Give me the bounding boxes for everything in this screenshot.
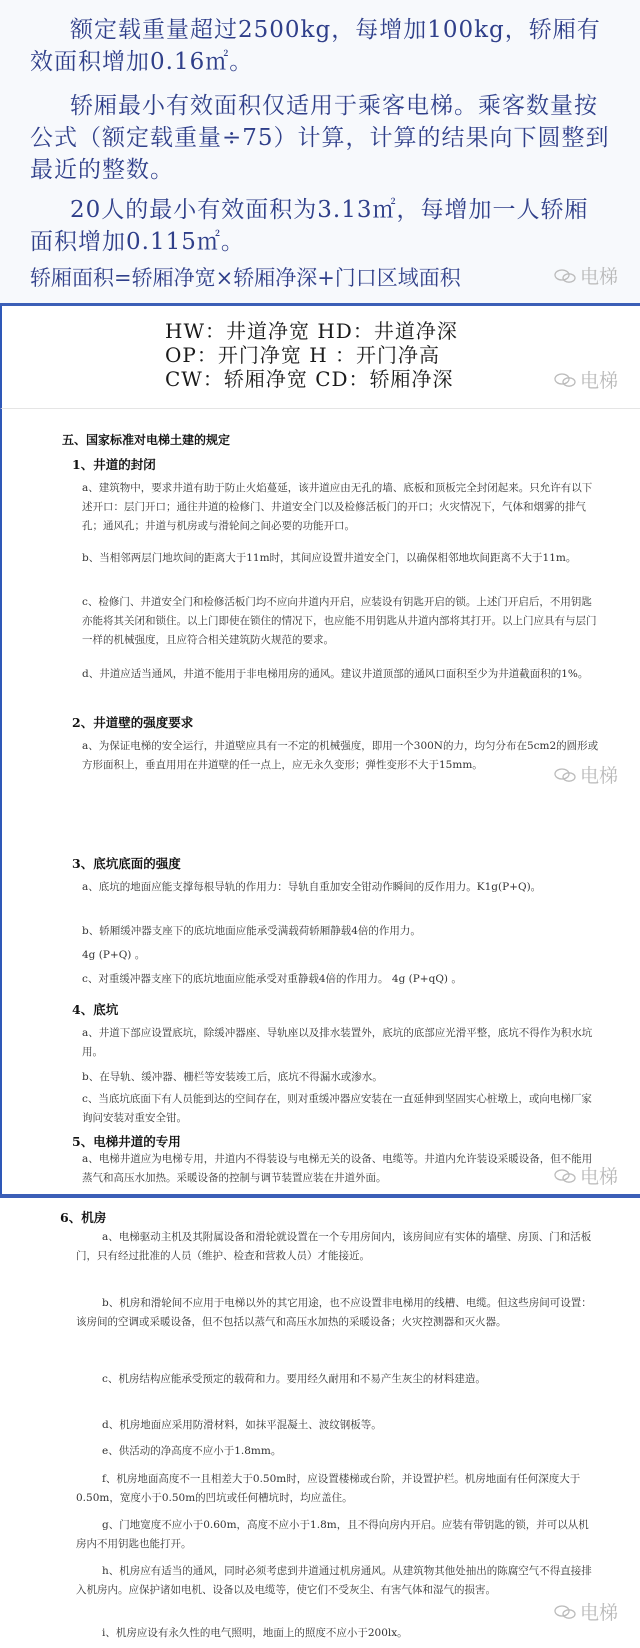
section-five-panel [0,408,640,840]
watermark [554,262,618,289]
abbreviation-panel [0,306,640,408]
passenger-car-paragraph: 轿厢最小有效面积仅适用于乘客电梯。乘客数量按公式（额定载重量÷75）计算，计算的结果向下圆整到最近的整数。 [30,93,610,183]
machine-room-item-a: a、电梯驱动主机及其附属设备和滑轮就设置在一个专用房间内，该房间应有实体的墙壁、房顶、门和活板门，只有经过批准的人员（维护、检查和营救人员）才能接近。 [76,1231,592,1262]
watermark-text: 电梯 [579,765,618,787]
pit-heading: 4、底坑 [72,1002,119,1017]
wechat-icon [554,1169,576,1183]
pit-floor-item-a: a、底坑的地面应能支撑每根导轨的作用力：导轨自重加安全钳动作瞬间的反作用力。K1g(P+Q)。 [82,881,542,893]
dedicated-shaft-item-a: a、电梯井道应为电梯专用，井道内不得装设与电梯无关的设备、电缆等。井道内允许装设采暖设备，但不能用蒸气和高压水加热。采暖设备的控制与调节装置应装在井道外面。 [82,1153,593,1184]
pit-item-c: c、当底坑底面下有人员能到达的空间存在，则对重缓冲器应安装在一直延伸到坚固实心桩墩上，或向电梯厂家询问安装对重安全钳。 [82,1093,592,1124]
car-area-text-panel [0,0,640,306]
wechat-icon [554,768,576,782]
rated-load-paragraph: 额定载重量超过2500kg，每增加100kg，轿厢有效面积增加0.16㎡。 [30,17,601,75]
pit-floor-item-b: b、轿厢缓冲器支座下的底坑地面应能承受满载荷轿厢静载4倍的作用力。 [82,925,421,937]
abbr-line-op-h: OP：开门净宽 H ：开门净高 [165,343,441,367]
watermark-text: 电梯 [579,370,618,392]
shaft-enclosure-item-c: c、检修门、井道安全门和检修活板门均不应向井道内开启，应装设有钥匙开启的锁。上述门开启后，不用钥匙亦能将其关闭和锁住。以上门即使在锁住的情况下，也应能不用钥匙从井道内部将其打开。以上门应具有与层门一样的机械强度，且应符合相关建筑防火规范的要求。 [82,596,597,646]
machine-room-item-b: b、机房和滑轮间不应用于电梯以外的其它用途，也不应设置非电梯用的线槽、电缆。但这些房间可设置：该房间的空调或采暖设备，但不包括以蒸气和高压水加热的采暖设备；火灾控测器和灭火器。 [76,1297,592,1328]
machine-room-item-i: i、机房应设有永久性的电气照明，地面上的照度不应小于200lx。 [102,1627,408,1639]
section-title: 五、国家标准对电梯土建的规定 [62,433,231,447]
watermark [554,1598,618,1625]
dedicated-shaft-heading: 5、电梯井道的专用 [72,1134,181,1149]
watermark [554,761,618,788]
watermark [554,1162,618,1189]
abbr-line-cw-cd: CW：轿厢净宽 CD：轿厢净深 [165,367,454,391]
shaft-enclosure-heading: 1、井道的封闭 [72,457,156,472]
car-area-formula: 轿厢面积=轿厢净宽×轿厢净深+门口区域面积 [30,266,461,290]
machine-room-item-f: f、机房地面高度不一且相差大于0.50m时，应设置楼梯或台阶，并设置护栏。机房地面有任何深度大于0.50m，宽度小于0.50m的凹坑或任何槽坑时，均应盖住。 [76,1473,581,1504]
pit-section-panel [0,840,640,1194]
machine-room-item-e: e、供活动的净高度不应小于1.8mm。 [102,1445,282,1457]
shaft-wall-heading: 2、井道壁的强度要求 [72,715,194,730]
divider [0,1194,640,1198]
machine-room-heading: 6、机房 [60,1210,107,1225]
shaft-wall-item-a: a、为保证电梯的安全运行，井道壁应具有一不定的机械强度，即用一个300N的力，均匀分布在5cm2的圆形或方形面积上，垂直用用在井道壁的任一点上，应无永久变形；弹性变形不大于15mm。 [82,740,599,771]
abbr-line-hw-hd: HW：井道净宽 HD：井道净深 [165,319,458,343]
watermark-text: 电梯 [579,266,618,288]
machine-room-panel [0,1194,640,1648]
wechat-icon [554,269,576,283]
watermark-text: 电梯 [579,1166,618,1188]
shaft-enclosure-item-d: d、井道应适当通风，井道不能用于非电梯用房的通风。建议井道顶部的通风口面积至少为井道截面积的1%。 [82,668,589,680]
wechat-icon [554,1605,576,1619]
machine-room-item-c: c、机房结构应能承受预定的载荷和力。要用经久耐用和不易产生灰尘的材料建造。 [102,1373,486,1385]
pit-item-a: a、井道下部应设置底坑，除缓冲器座、导轨座以及排水装置外，底坑的底部应光滑平整，底坑不得作为积水坑用。 [82,1027,593,1058]
twenty-person-paragraph: 20人的最小有效面积为3.13㎡，每增加一人轿厢面积增加0.115㎡。 [30,197,589,255]
shaft-enclosure-item-b: b、当相邻两层门地坎间的距离大于11m时，其间应设置井道安全门，以确保相邻地坎间距离不大于11m。 [82,552,577,564]
wechat-icon [554,373,576,387]
pit-floor-item-c: c、对重缓冲器支座下的底坑地面应能承受对重静载4倍的作用力。 4g (P+qQ) 。 [82,973,462,985]
machine-room-item-d: d、机房地面应采用防滑材料，如抹平混凝土、波纹钢板等。 [102,1419,382,1431]
machine-room-item-g: g、门地宽度不应小于0.60m，高度不应小于1.8m，且不得向房内开启。应装有带钥匙的锁，并可以从机房内不用钥匙也能打开。 [76,1519,589,1550]
pit-item-b: b、在导轨、缓冲器、栅栏等安装竣工后，底坑不得漏水或渗水。 [82,1071,383,1083]
pit-floor-heading: 3、底坑底面的强度 [72,856,181,871]
machine-room-item-h: h、机房应有适当的通风，同时必须考虑到井道通过机房通风。从建筑物其他处抽出的陈腐空气不得直接排入机房内。应保护诸如电机、设备以及电缆等，使它们不受灰尘、有害气体和湿气的损害。 [76,1565,592,1596]
watermark-text: 电梯 [579,1602,618,1624]
watermark [554,366,618,393]
pit-floor-item-b-formula: 4g (P+Q) 。 [82,949,146,961]
shaft-enclosure-item-a: a、建筑物中，要求井道有助于防止火焰蔓延，该井道应由无孔的墙、底板和顶板完全封闭起来。只允许有以下述开口：层门开口；通往井道的检修门、井道安全门以及检修活板门的开口；火灾情况下，气体和烟雾的排气孔；通风孔；井道与机房或与滑轮间之间必要的功能开口。 [82,482,593,532]
